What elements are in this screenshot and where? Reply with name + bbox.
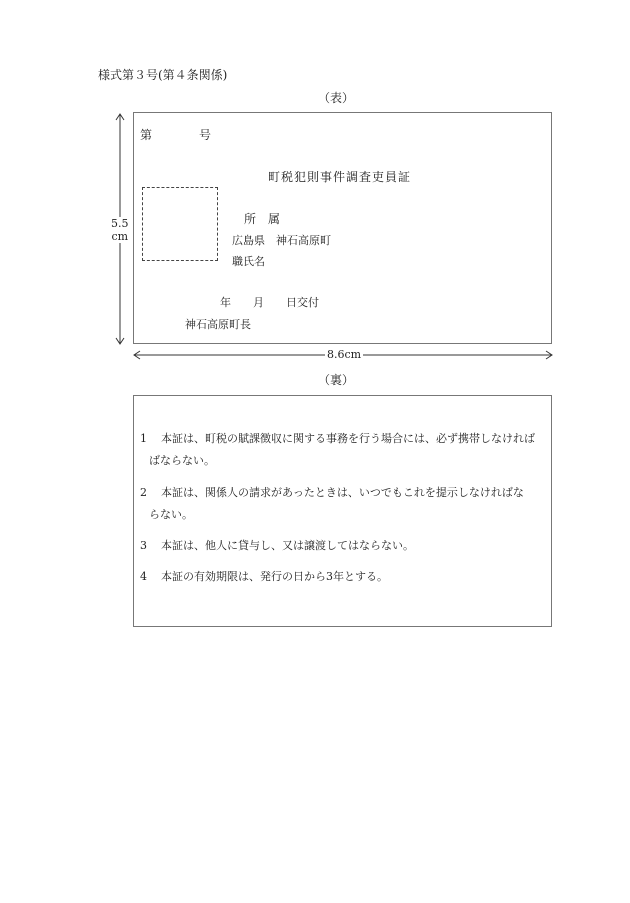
back-item-3 (140, 535, 550, 557)
item-text: 本証は、他人に貸与し、又は譲渡してはならない。 (161, 539, 414, 552)
height-unit: cm (111, 230, 129, 243)
photo-placeholder (142, 187, 218, 261)
front-side-label: （表） (318, 91, 355, 105)
height-value: 5.5 (111, 217, 129, 230)
card-number-prefix: 第 (140, 128, 153, 142)
item-number: 1 (140, 432, 147, 445)
height-dimension-label (111, 217, 129, 243)
back-item-2 (140, 482, 550, 526)
item-text: 本証の有効期限は、発行の日から3年とする。 (161, 570, 388, 583)
issue-date: 年 月 日交付 (220, 296, 319, 309)
item-number: 3 (140, 539, 147, 552)
width-dimension-label: 8.6cm (327, 348, 362, 361)
card-number-suffix: 号 (199, 128, 212, 142)
item-text: 本証は、町税の賦課徴収に関する事務を行う場合には、必ず携帯しなければ (161, 432, 535, 445)
item-text: 本証は、関係人の請求があったときは、いつでもこれを提示しなければな (161, 486, 524, 499)
back-item-4 (140, 566, 550, 588)
position-name-label: 職氏名 (232, 255, 265, 268)
form-title: 様式第３号(第４条関係) (98, 68, 228, 82)
item-number: 2 (140, 486, 147, 499)
affiliation-label: 所 属 (244, 212, 281, 226)
item-text-continued: らない。 (149, 508, 193, 521)
issuer: 神石高原町長 (185, 318, 251, 331)
card-title: 町税犯則事件調査吏員証 (268, 170, 412, 184)
back-item-1 (140, 428, 550, 472)
affiliation-value: 広島県 神石高原町 (232, 234, 331, 247)
item-text-continued: ばならない。 (149, 454, 215, 467)
back-side-label: （裏） (318, 373, 355, 387)
item-number: 4 (140, 570, 147, 583)
